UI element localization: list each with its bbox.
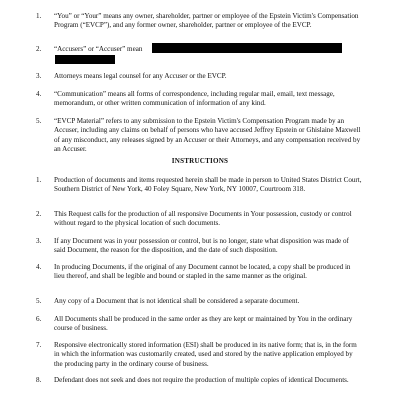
item-number: 4. [36,263,42,271]
item-number: 2. [36,45,42,53]
item-number: 7. [36,341,42,349]
instruction-text: Responsive electronically stored information (ESI) shall be produced in its native form; that is, in the form in which the information was customarily created, used and stored by the native application employed by the producing party in the ordinary course of business. [54,341,357,368]
definition-text: “Communication” means all forms of correspondence, including regular mail, email, text message, memorandum, or other written communication of information of any kind. [54,90,335,108]
item-number: 3. [36,237,42,245]
redaction-bar [55,55,115,64]
instruction-text: This Request calls for the production of all responsive Documents in Your possession, custody or control without regard to the physical location of such documents. [54,210,352,228]
item-number: 3. [36,72,42,80]
item-number: 5. [36,297,42,305]
item-number: 1. [36,12,42,20]
item-number: 8. [36,376,42,384]
definition-text: “EVCP Material” refers to any submission to the Epstein Victim's Compensation Program made by an Accuser, including any claims on behalf of persons who have accused Jeffrey Epstein or Ghislaine Maxwell of any misconduct, any releases signed by an Accuser or their Attorneys, and any compensation received by an Accuser. [54,117,361,153]
definition-text: “Accusers” or “Accuser” mean [54,45,143,53]
instruction-text: All Documents shall be produced in the same order as they are kept or maintained by You in the ordinary course of business. [54,315,353,333]
redaction-bar [152,43,342,53]
instructions-heading: INSTRUCTIONS [171,157,229,165]
definition-text: “You” or “Your” means any owner, shareholder, partner or employee of the Epstein Victim's Compensation Program (“EVCP”), and any former owner, shareholder, partner or employee of the EVCP. [54,12,359,30]
instruction-text: If any Document was in your possession or control, but is no longer, state what disposition was made of said Document, the reason for the disposition, and the date of such disposition. [54,237,349,255]
instruction-text: Production of documents and items requested herein shall be made in person to United States District Court, Southern District of New York, 40 Foley Square, New York, NY 10007, Courtroom 318. [54,176,362,194]
instruction-text: Defendant does not seek and does not require the production of multiple copies of identical Documents. [54,376,349,384]
item-number: 2. [36,210,42,218]
item-number: 5. [36,117,42,125]
instruction-text: In producing Documents, if the original of any Document cannot be located, a copy shall be produced in lieu thereof, and shall be legible and bound or stapled in the same manner as the original. [54,263,351,281]
item-number: 6. [36,315,42,323]
item-number: 1. [36,176,42,184]
instruction-text: Any copy of a Document that is not identical shall be considered a separate document. [54,297,300,305]
definition-text: Attorneys means legal counsel for any Accuser or the EVCP. [54,72,227,80]
item-number: 4. [36,90,42,98]
